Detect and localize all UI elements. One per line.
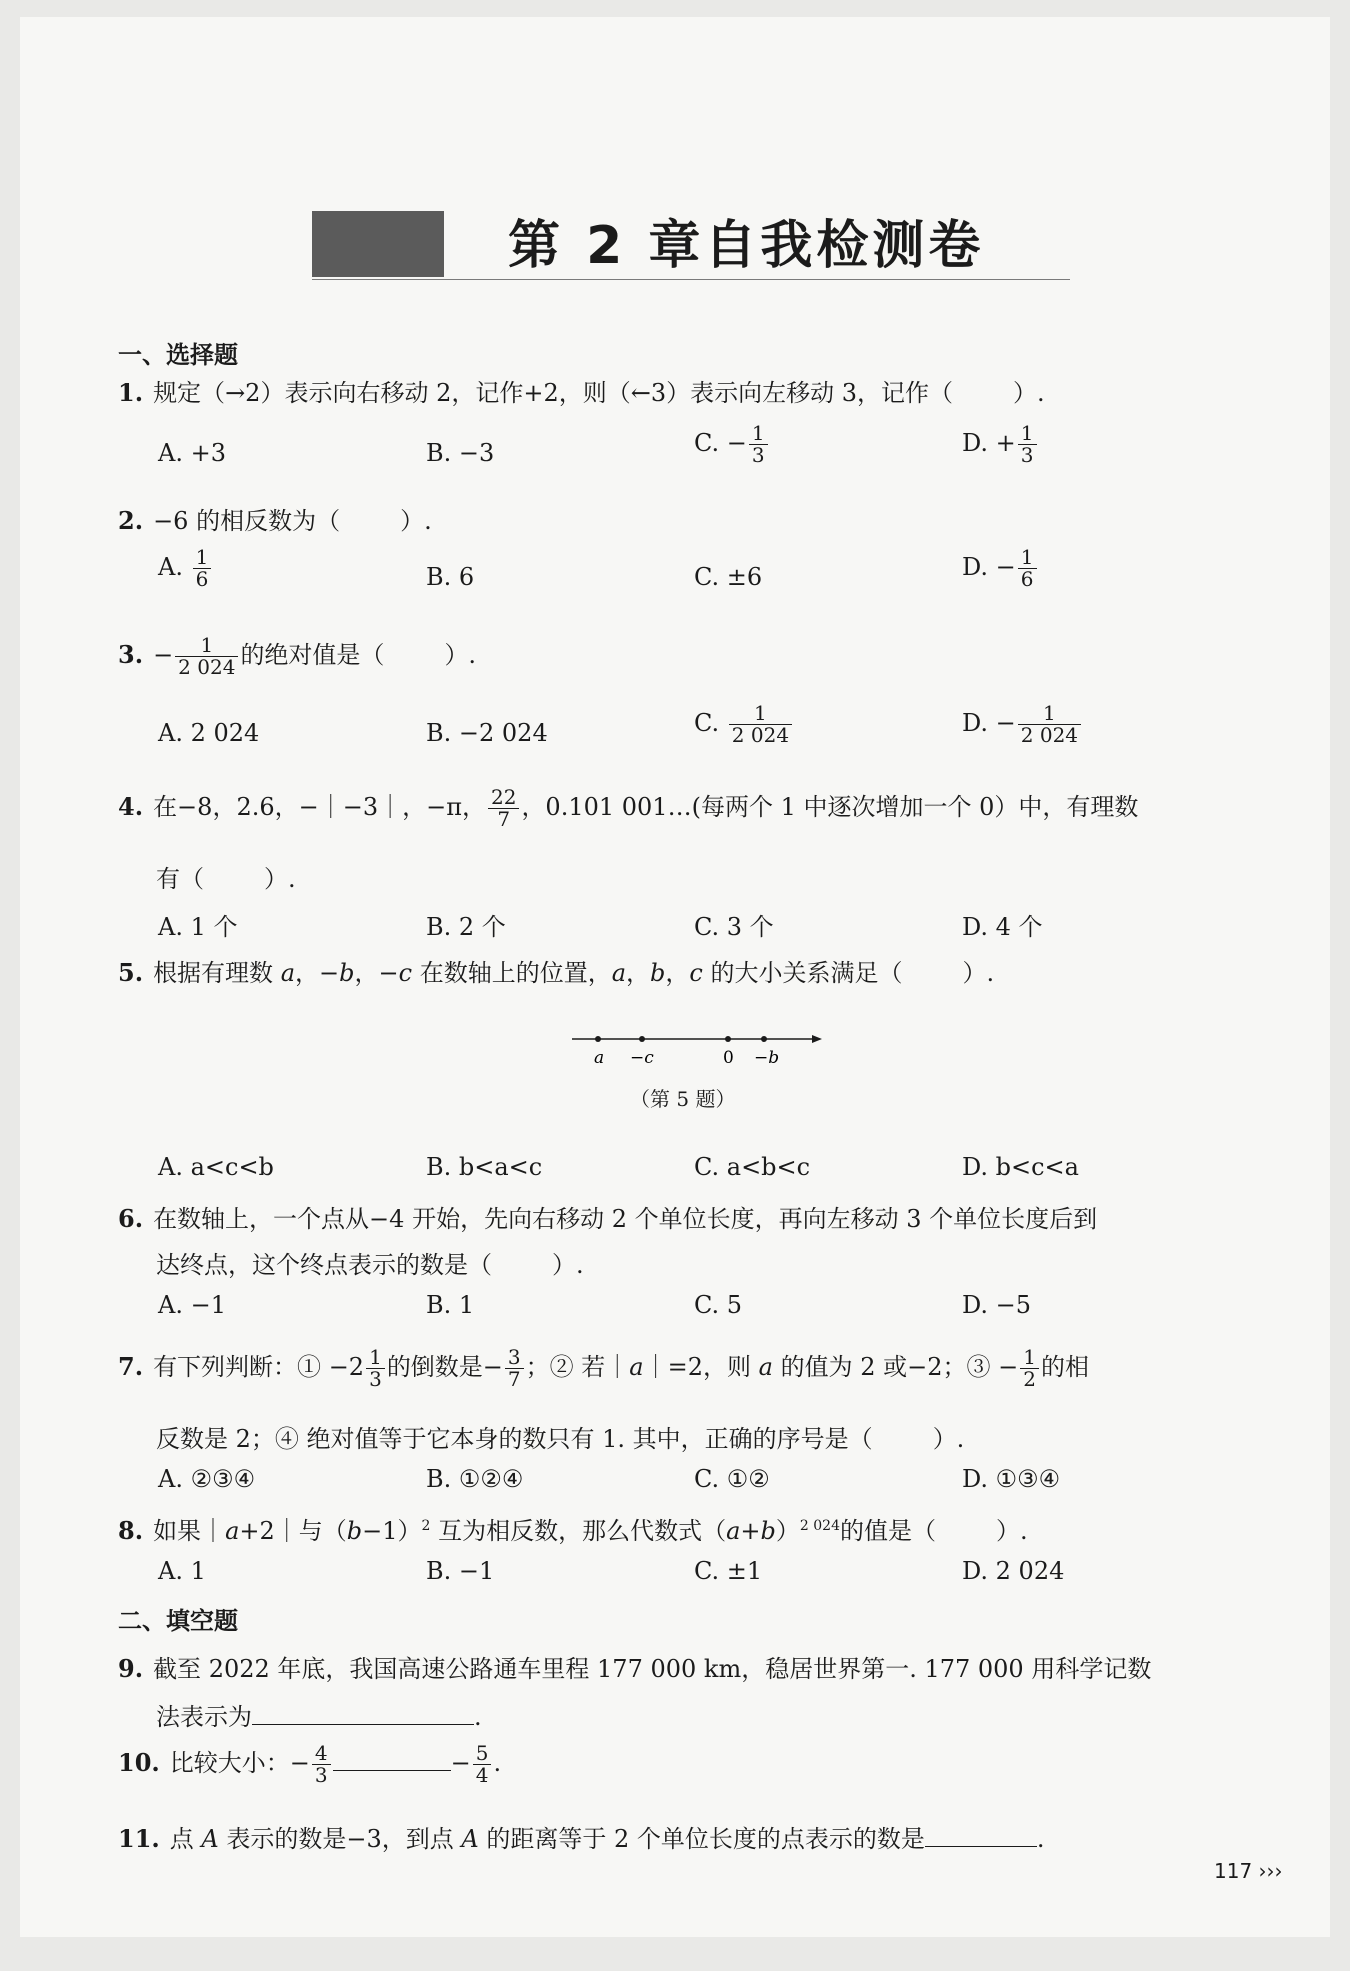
- question-6-line-2: 达终点，这个终点表示的数是（ ）.: [156, 1251, 584, 1279]
- question-7: 7. 有下列判断：① −2 $\frac{1}{3}$ 的倒数是− $\frac{3}{7}$ ；② 若｜a｜=2，则 a 的值为 2 或−2；③ − $\frac{1}{2}$ 的相: [118, 1345, 1089, 1391]
- q6-option-d[interactable]: D. −5: [962, 1291, 1032, 1319]
- q4-option-d[interactable]: D. 4 个: [962, 913, 1043, 941]
- point-zero: [725, 1036, 731, 1042]
- chapter-title: 第 2 章自我检测卷: [508, 216, 985, 276]
- q10-answer-blank[interactable]: [333, 1746, 451, 1771]
- q7-option-b[interactable]: B. ①②④: [426, 1465, 524, 1493]
- section-heading-fill: 二、填空题: [118, 1607, 238, 1635]
- q1-option-c[interactable]: C. − $\frac{1}{3}$: [694, 423, 770, 466]
- page-number: 117 ›››: [1214, 1859, 1283, 1883]
- q1-option-d[interactable]: D. + $\frac{1}{3}$: [962, 423, 1039, 466]
- q4-option-b[interactable]: B. 2 个: [426, 913, 506, 941]
- q3-option-c[interactable]: C. $\frac{1}{2 024}$: [694, 703, 794, 746]
- q8-option-d[interactable]: D. 2 024: [962, 1557, 1065, 1585]
- q8-option-a[interactable]: A. 1: [158, 1557, 206, 1585]
- q7-option-d[interactable]: D. ①③④: [962, 1465, 1061, 1493]
- label-neg-c: −c: [630, 1048, 654, 1068]
- worksheet-page: [20, 17, 1330, 1937]
- q5-option-b[interactable]: B. b<a<c: [426, 1153, 543, 1181]
- title-decoration-block: [312, 211, 444, 277]
- question-5: 5. 根据有理数 a，−b，−c 在数轴上的位置，a，b，c 的大小关系满足（ ）.: [118, 958, 995, 987]
- q11-answer-blank[interactable]: [925, 1822, 1037, 1847]
- question-9-line-2: 法表示为 .: [156, 1697, 482, 1732]
- question-7-line-2: 反数是 2；④ 绝对值等于它本身的数只有 1. 其中，正确的序号是（ ）.: [156, 1425, 965, 1453]
- label-a: a: [594, 1048, 605, 1068]
- q1-option-a[interactable]: A. +3: [158, 439, 226, 467]
- q4-option-a[interactable]: A. 1 个: [158, 913, 238, 941]
- question-8: 8. 如果｜a+2｜与$(b-1)^2$ 互为相反数，那么代数式$(a+b)^{2 024}$的值是（ ）.: [118, 1516, 1028, 1545]
- q7-option-a[interactable]: A. ②③④: [158, 1465, 256, 1493]
- q3-option-d[interactable]: D. − $\frac{1}{2 024}$: [962, 703, 1083, 746]
- q7-option-c[interactable]: C. ①②: [694, 1465, 770, 1493]
- q4-option-c[interactable]: C. 3 个: [694, 913, 774, 941]
- number-line-figure: [568, 1019, 828, 1069]
- question-6: 6. 在数轴上，一个点从−4 开始，先向右移动 2 个单位长度，再向左移动 3 个单位长度后到: [118, 1204, 1098, 1233]
- question-3: 3. − $\frac{1}{2 024}$ 的绝对值是（ ）.: [118, 633, 477, 679]
- label-neg-b: −b: [754, 1048, 780, 1068]
- q2-option-a[interactable]: A. $\frac{1}{6}$: [158, 547, 213, 590]
- question-4-line-2: 有（ ）.: [156, 865, 296, 893]
- figure-caption-q5: （第 5 题）: [630, 1087, 736, 1111]
- q3-option-b[interactable]: B. −2 024: [426, 719, 548, 747]
- question-10: 10. 比较大小：− $\frac{4}{3}$ − $\frac{5}{4}$ .: [118, 1741, 502, 1787]
- question-2: 2. −6 的相反数为（ ）.: [118, 506, 432, 535]
- q1-option-b[interactable]: B. −3: [426, 439, 495, 467]
- q8-option-c[interactable]: C. ±1: [694, 1557, 763, 1585]
- q6-option-a[interactable]: A. −1: [158, 1291, 226, 1319]
- section-heading-choice: 一、选择题: [118, 341, 238, 369]
- point-a: [595, 1036, 601, 1042]
- question-9: 9. 截至 2022 年底，我国高速公路通车里程 177 000 km，稳居世界第一. 177 000 用科学记数: [118, 1654, 1152, 1683]
- question-4: 4. 在−8，2.6，−｜−3｜，−π， $\frac{22}{7}$ ，0.101 001…(每两个 1 中逐次增加一个 0）中，有理数: [118, 785, 1139, 831]
- chapter-title-bar: [312, 189, 1070, 280]
- label-zero: 0: [723, 1048, 734, 1068]
- q2-option-d[interactable]: D. − $\frac{1}{6}$: [962, 547, 1039, 590]
- q6-option-c[interactable]: C. 5: [694, 1291, 743, 1319]
- question-11: 11. 点 A 表示的数是−3，到点 A 的距离等于 2 个单位长度的点表示的数是 .: [118, 1824, 1045, 1853]
- q3-option-a[interactable]: A. 2 024: [158, 719, 260, 747]
- q2-option-c[interactable]: C. ±6: [694, 563, 763, 591]
- q5-option-c[interactable]: C. a<b<c: [694, 1153, 811, 1181]
- point-neg-c: [639, 1036, 645, 1042]
- question-1: 1. 规定（→2）表示向右移动 2，记作+2，则（←3）表示向左移动 3，记作（ ）.: [118, 378, 1045, 407]
- q9-answer-blank[interactable]: [252, 1700, 474, 1725]
- q5-option-a[interactable]: A. a<c<b: [158, 1153, 274, 1181]
- point-neg-b: [761, 1036, 767, 1042]
- q5-option-d[interactable]: D. b<c<a: [962, 1153, 1079, 1181]
- q2-option-b[interactable]: B. 6: [426, 563, 475, 591]
- q8-option-b[interactable]: B. −1: [426, 1557, 495, 1585]
- number-line-arrow: [812, 1035, 822, 1043]
- q6-option-b[interactable]: B. 1: [426, 1291, 475, 1319]
